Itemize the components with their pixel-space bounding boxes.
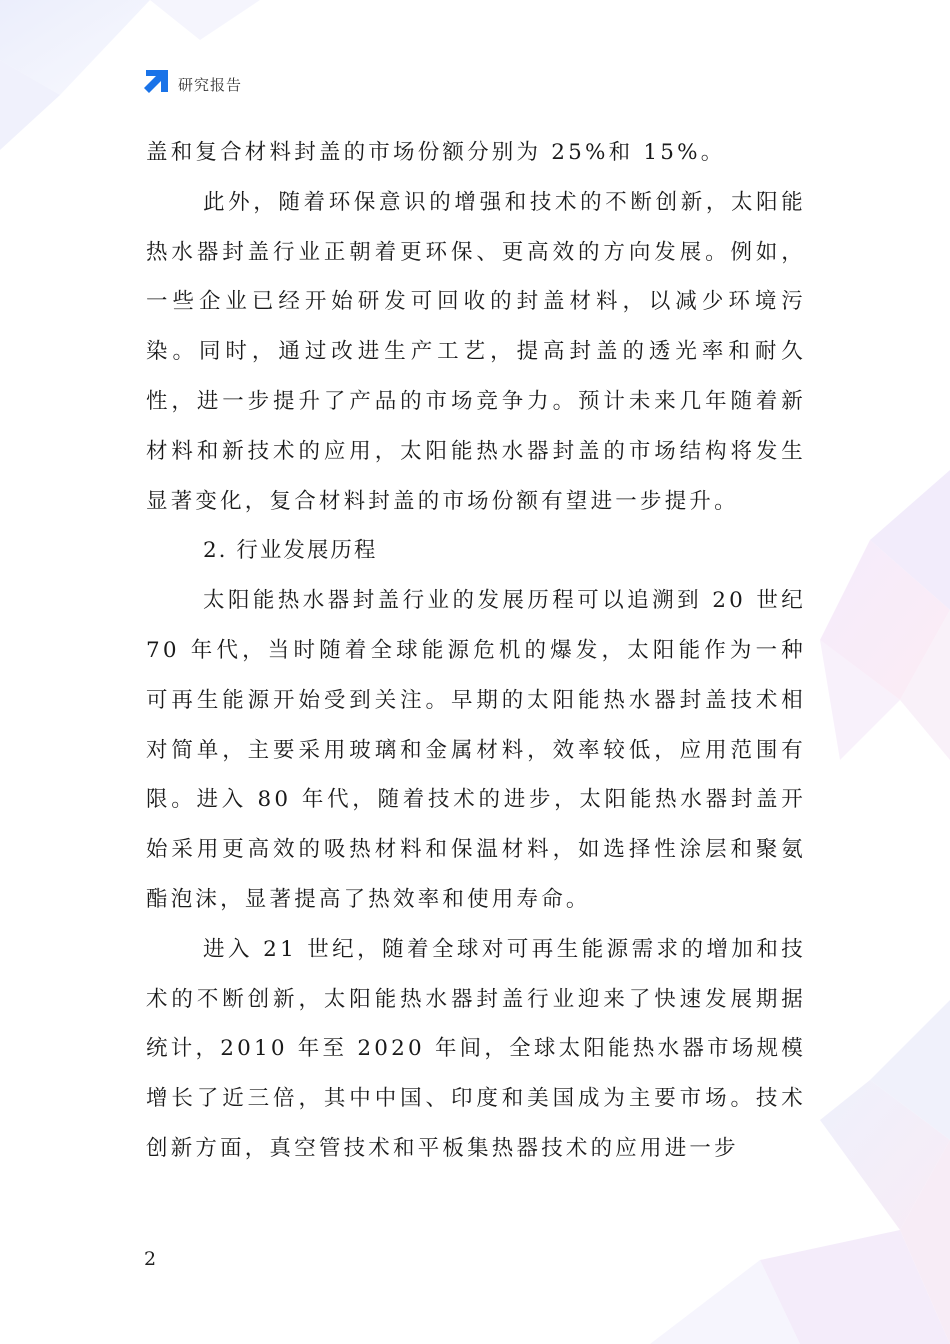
section-heading: 2. 行业发展历程	[203, 538, 378, 564]
arrow-up-right-icon	[143, 68, 170, 95]
paragraph-environment: 此外，随着环保意识的增强和技术的不断创新，太阳能热水器封盖行业正朝着更环保、更高效的方向发展。例如，一些企业已经开始研发可回收的封盖材料，以减少环境污染。同时，通过改进生产工艺，提高封盖的透光率和耐久性，进一步提升了产品的市场竞争力。预计未来几年随着新材料和新技术的应用，太阳能热水器封盖的市场结构将发生显著变化，复合材料封盖的市场份额有望进一步提升。	[146, 189, 806, 514]
paragraph-continued: 盖和复合材料封盖的市场份额分别为 25%和 15%。	[146, 140, 726, 165]
paragraph-21st-century: 进入 21 世纪，随着全球对可再生能源需求的增加和技术的不断创新，太阳能热水器封盖行业迎来了快速发展期据统计，2010 年至 2020 年间，全球太阳能热水器市场规模增长了近三倍，其中中国、印度和美国成为主要市场。技术创新方面，真空管技术和平板集热器技术的应用进一步	[146, 936, 806, 1161]
page-number: 2	[144, 1248, 157, 1270]
paragraph-history: 太阳能热水器封盖行业的发展历程可以追溯到 20 世纪 70 年代，当时随着全球能源危机的爆发，太阳能作为一种可再生能源开始受到关注。早期的太阳能热水器封盖技术相对简单，主要采用玻璃和金属材料，效率较低，应用范围有限。进入 80 年代，随着技术的进步，太阳能热水器封盖开始采用更高效的吸热材料和保温材料，如选择性涂层和聚氨酯泡沫，显著提高了热效率和使用寿命。	[146, 588, 806, 912]
document-body	[146, 128, 806, 1174]
report-header	[143, 66, 242, 96]
header-title: 研究报告	[178, 75, 243, 94]
